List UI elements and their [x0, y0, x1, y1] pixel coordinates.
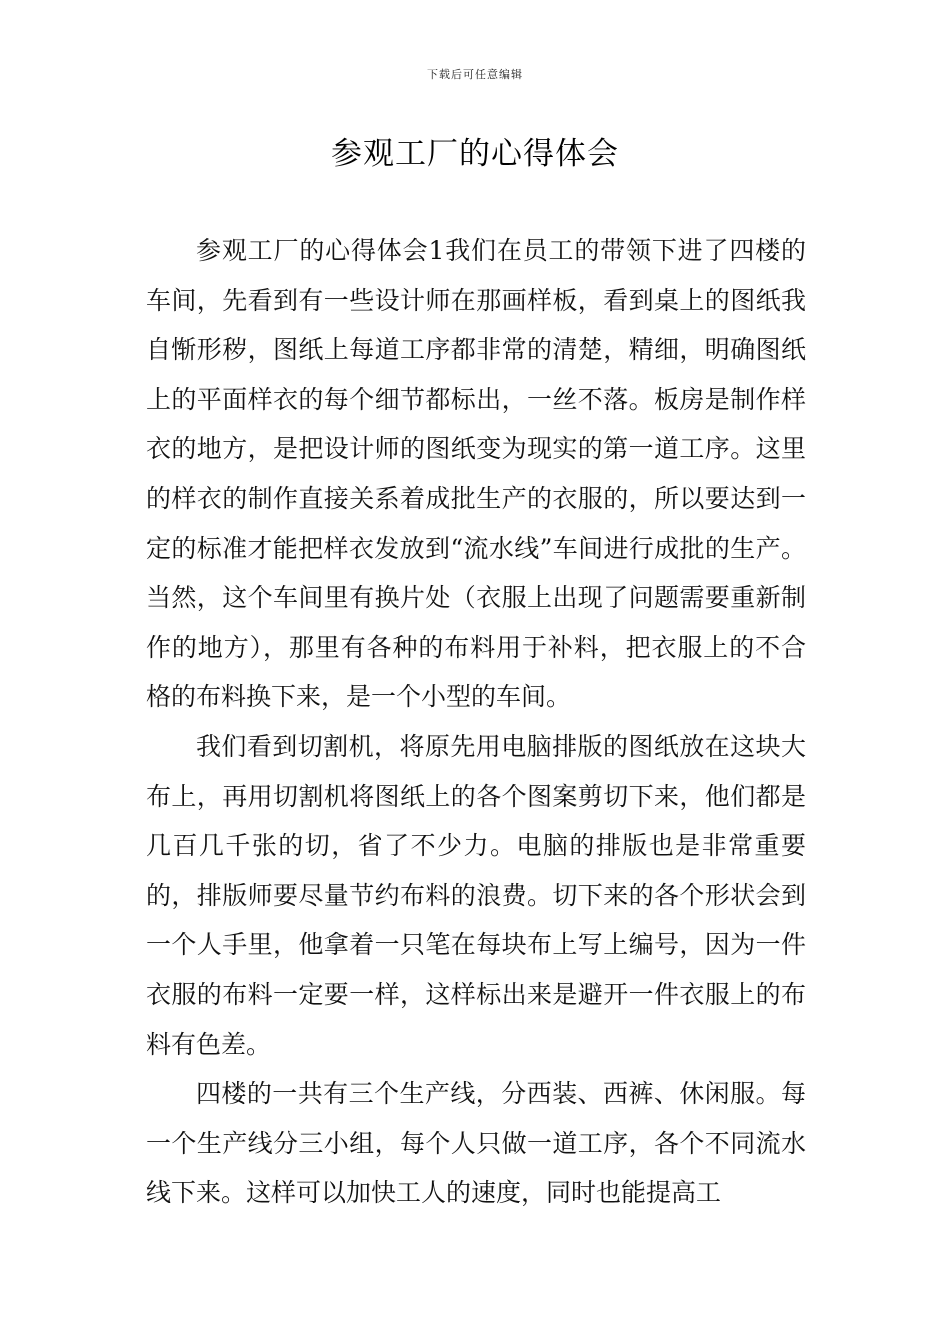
paragraph: 四楼的一共有三个生产线，分西装、西裤、休闲服。每一个生产线分三小组，每个人只做一道工序，各个不同流水线下来。这样可以加快工人的速度，同时也能提高工: [146, 1079, 806, 1208]
document-title: 参观工厂的心得体会: [331, 136, 619, 172]
document-body: [146, 226, 806, 1218]
header-note: 下载后可任意编辑: [427, 68, 523, 81]
paragraph: 参观工厂的心得体会1我们在员工的带领下进了四楼的车间，先看到有一些设计师在那画样板，看到桌上的图纸我自惭形秽，图纸上每道工序都非常的清楚，精细，明确图纸上的平面样衣的每个细节都标出，一丝不落。板房是制作样衣的地方，是把设计师的图纸变为现实的第一道工序。这里的样衣的制作直接关系着成批生产的衣服的，所以要达到一定的标准才能把样衣发放到“流水线”车间进行成批的生产。当然，这个车间里有换片处（衣服上出现了问题需要重新制作的地方），那里有各种的布料用于补料，把衣服上的不合格的布料换下来，是一个小型的车间。: [146, 236, 806, 712]
paragraph: 我们看到切割机，将原先用电脑排版的图纸放在这块大布上，再用切割机将图纸上的各个图案剪切下来，他们都是几百几千张的切，省了不少力。电脑的排版也是非常重要的，排版师要尽量节约布料的浪费。切下来的各个形状会到一个人手里，他拿着一只笔在每块布上写上编号，因为一件衣服的布料一定要一样，这样标出来是避开一件衣服上的布料有色差。: [146, 731, 806, 1059]
